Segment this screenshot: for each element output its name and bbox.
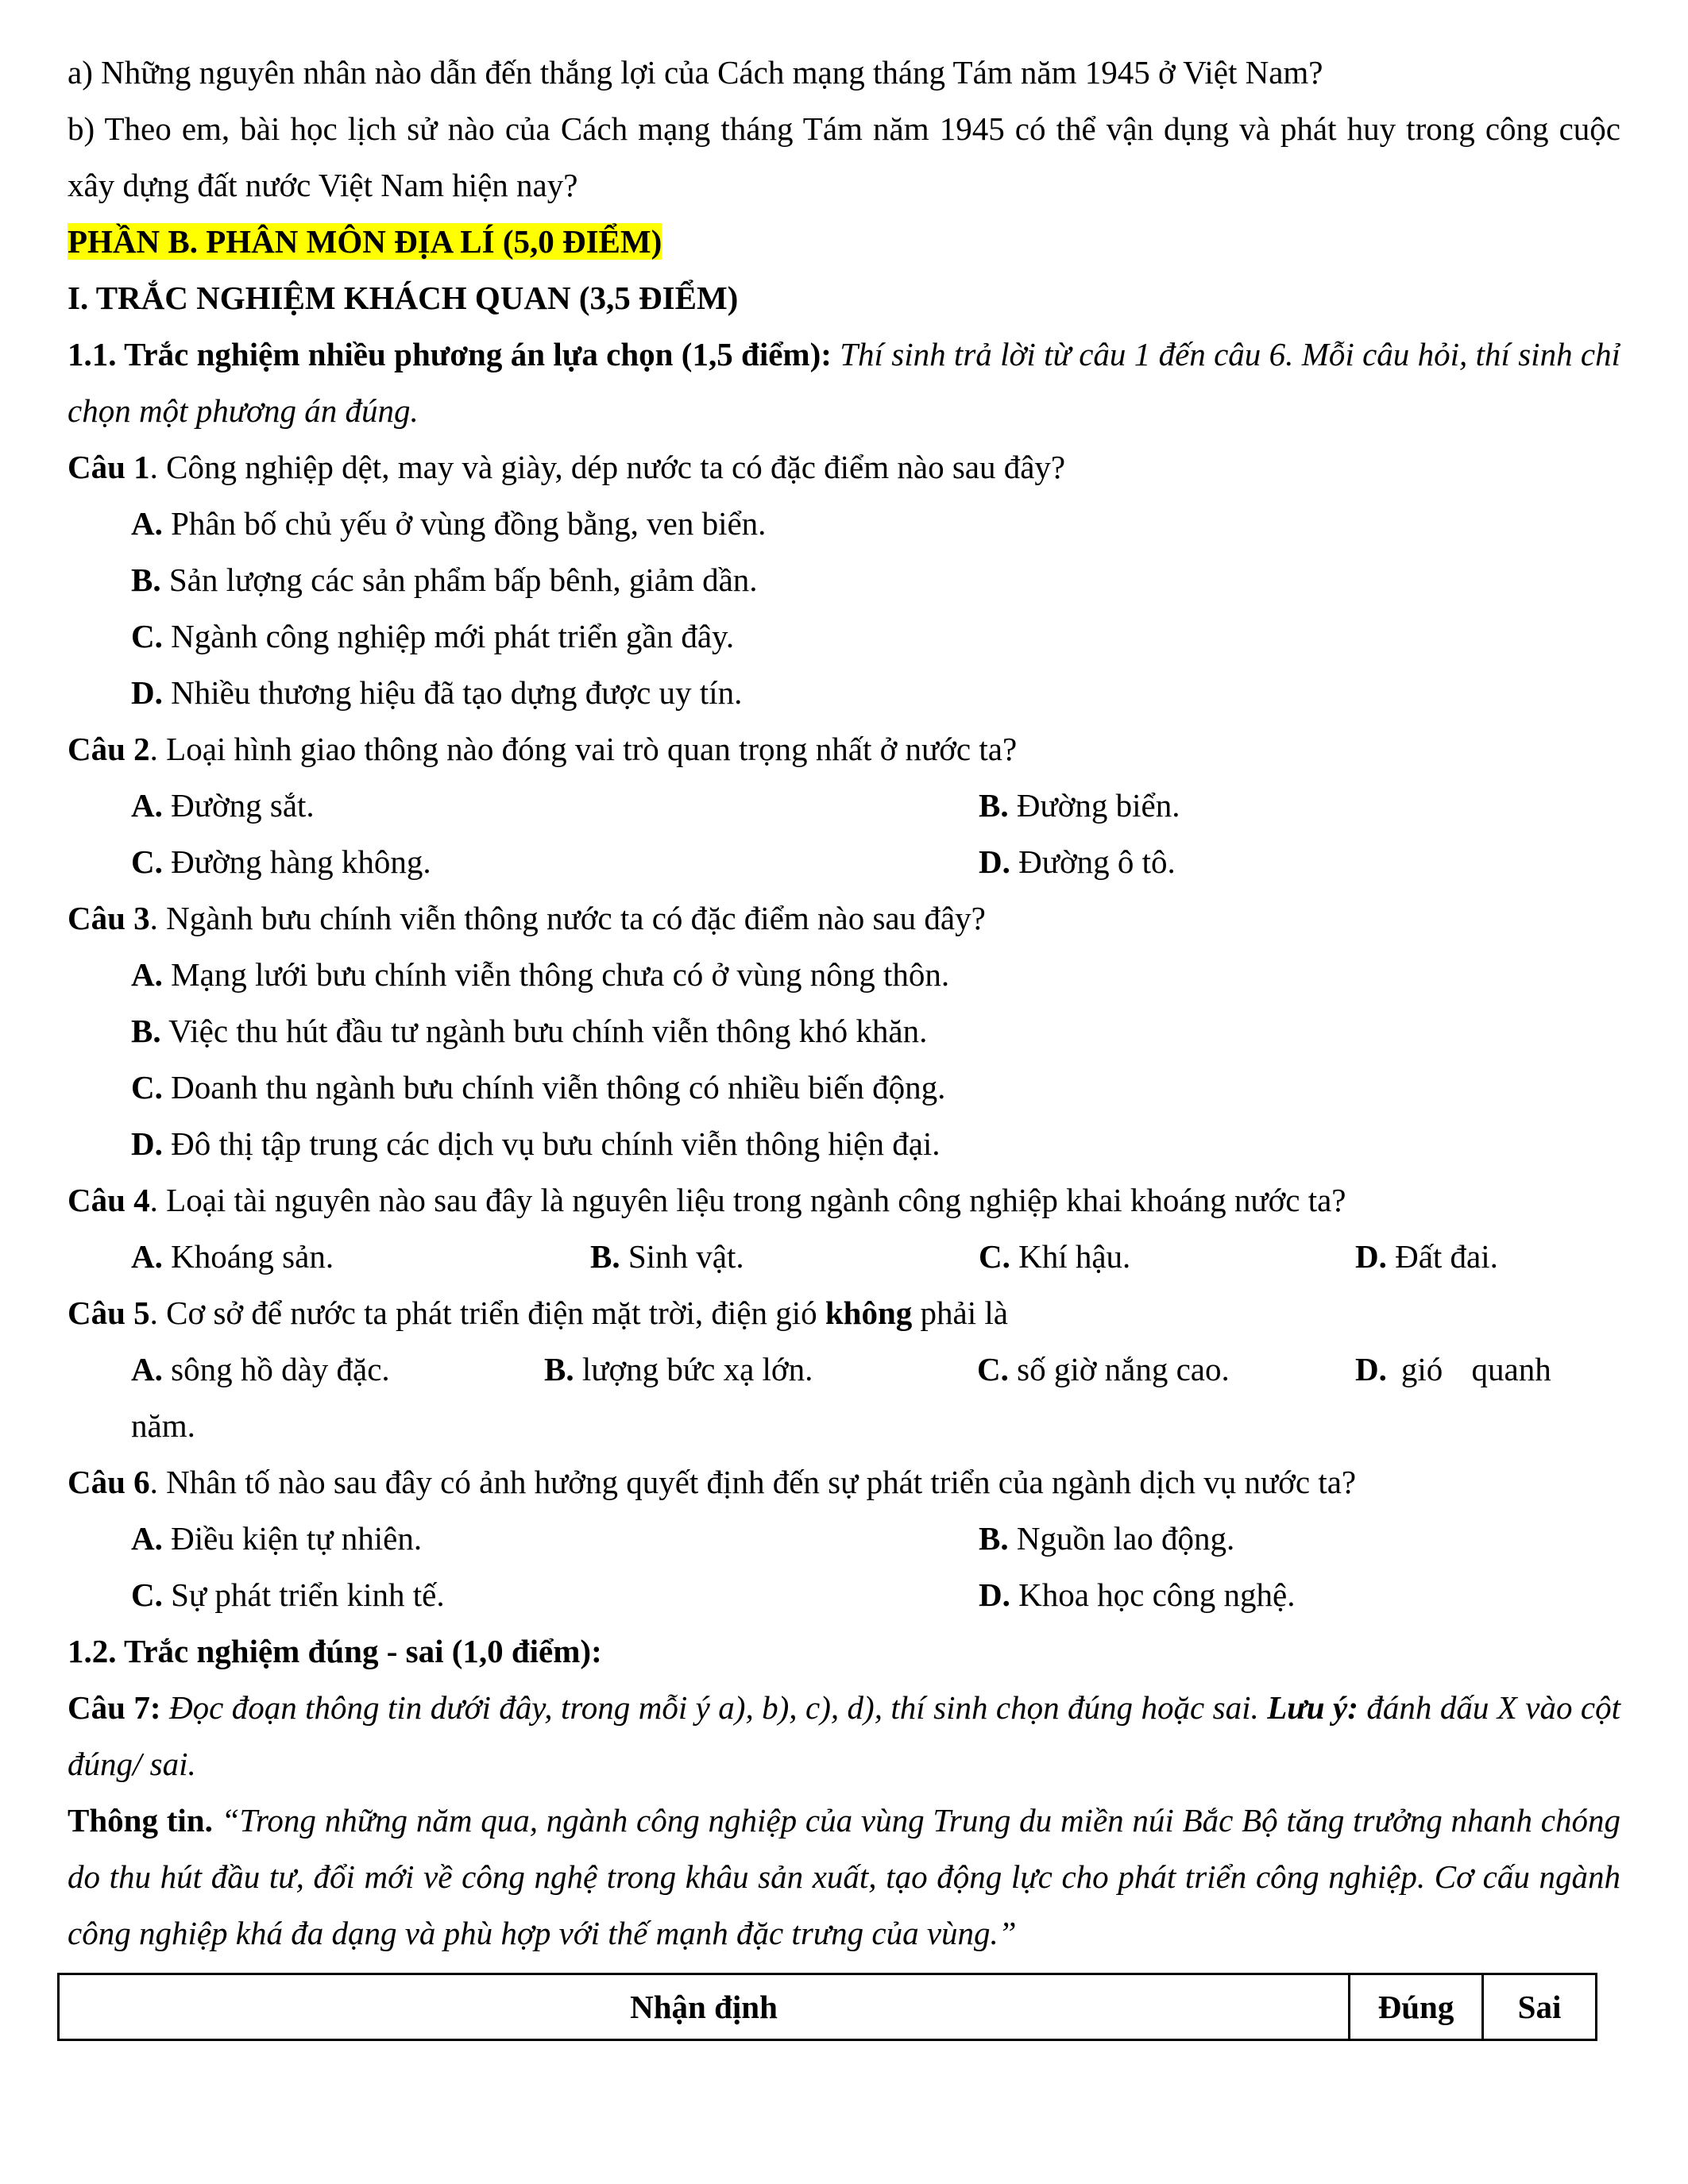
option-label: B. (544, 1351, 574, 1387)
option-text: Đường ô tô. (1018, 843, 1176, 880)
q3-option-b (131, 1003, 1620, 1059)
info-paragraph (68, 1792, 1620, 1962)
q2-options-row-2 (131, 834, 1620, 890)
option-label: D. (131, 1125, 163, 1162)
q7-instruction (68, 1680, 1620, 1792)
section-i-heading (68, 270, 1620, 326)
q2-option-a (131, 778, 979, 834)
q7-note-label: Lưu ý: (1267, 1689, 1358, 1726)
option-text: Sinh vật. (628, 1238, 744, 1275)
q5-text-bold: không (825, 1295, 913, 1331)
option-label: C. (979, 1238, 1010, 1275)
section-1-2-title: 1.2. Trắc nghiệm đúng - sai (1,0 điểm): (68, 1633, 602, 1669)
option-label: A. (131, 1351, 163, 1387)
option-label: A. (131, 1238, 163, 1275)
option-text: sông hồ dày đặc. (171, 1351, 390, 1387)
option-text: Đường biển. (1016, 787, 1180, 824)
q1-number: Câu 1 (68, 449, 150, 485)
q5-number: Câu 5 (68, 1295, 150, 1331)
option-label: D. (979, 843, 1010, 880)
q4-number: Câu 4 (68, 1182, 150, 1218)
q6-option-d (979, 1567, 1620, 1623)
table-header-false: Sai (1483, 1974, 1597, 2040)
q2-option-b (979, 778, 1620, 834)
option-text: Đường sắt. (171, 787, 315, 824)
q5-option-c (977, 1341, 1355, 1398)
q1-option-a (131, 496, 1620, 552)
q6-option-a (131, 1511, 979, 1567)
part-b-highlight: PHẦN B. PHÂN MÔN ĐỊA LÍ (5,0 ĐIỂM) (68, 223, 662, 260)
q5-option-d-continuation (131, 1398, 1620, 1454)
option-text: Khí hậu. (1018, 1238, 1131, 1275)
q6-question (68, 1454, 1620, 1511)
option-label: A. (131, 1520, 163, 1557)
option-text: Nhiều thương hiệu đã tạo dựng được uy tín. (171, 674, 743, 711)
q3-number: Câu 3 (68, 900, 150, 936)
option-text: Điều kiện tự nhiên. (171, 1520, 423, 1557)
option-text: Đất đai. (1395, 1238, 1498, 1275)
q6-number: Câu 6 (68, 1464, 150, 1500)
option-label: A. (131, 505, 163, 542)
q3-option-d (131, 1116, 1620, 1172)
info-label: Thông tin. (68, 1802, 213, 1839)
q2-options-row-1 (131, 778, 1620, 834)
q6-option-b (979, 1511, 1620, 1567)
true-false-table (57, 1973, 1597, 2041)
option-text: lượng bức xạ lớn. (581, 1351, 813, 1387)
option-text: số giờ nắng cao. (1017, 1351, 1230, 1387)
q2-number: Câu 2 (68, 731, 150, 767)
option-text: gió quanh (1400, 1351, 1551, 1387)
option-text: Khoáng sản. (171, 1238, 334, 1275)
option-text-continuation: năm. (131, 1407, 195, 1444)
option-text: Việc thu hút đầu tư ngành bưu chính viễn thông khó khăn. (168, 1013, 928, 1049)
q5-option-d (1355, 1341, 1620, 1398)
q4-option-c (979, 1229, 1355, 1285)
option-label: D. (1355, 1351, 1387, 1387)
option-label: C. (977, 1351, 1009, 1387)
q5-question (68, 1285, 1620, 1341)
option-label: B. (590, 1238, 620, 1275)
q4-option-d (1355, 1229, 1620, 1285)
q1-option-d (131, 665, 1620, 721)
option-label: B. (131, 1013, 161, 1049)
option-label: D. (131, 674, 163, 711)
option-label: C. (131, 1576, 163, 1613)
option-text: Đường hàng không. (171, 843, 431, 880)
history-question-a (68, 44, 1620, 101)
q6-text: . Nhân tố nào sau đây có ảnh hưởng quyết định đến sự phát triển của ngành dịch vụ nước ta? (149, 1464, 1357, 1500)
q5-option-b (544, 1341, 977, 1398)
q2-option-d (979, 834, 1620, 890)
q5-text-post: phải là (912, 1295, 1008, 1331)
q1-option-b (131, 552, 1620, 608)
q1-text: . Công nghiệp dệt, may và giày, dép nước ta có đặc điểm nào sau đây? (149, 449, 1066, 485)
q4-question (68, 1172, 1620, 1229)
q6-options-row-2 (131, 1567, 1620, 1623)
option-text: Sự phát triển kinh tế. (171, 1576, 445, 1613)
q1-question (68, 439, 1620, 496)
option-label: C. (131, 618, 163, 654)
q4-option-b (590, 1229, 979, 1285)
q1-option-c (131, 608, 1620, 665)
option-text: Mạng lưới bưu chính viễn thông chưa có ở vùng nông thôn. (171, 956, 950, 993)
section-1-1-instruction: Thí sinh trả lời từ câu 1 đến câu 6. Mỗi câu hỏi, thí sinh chỉ chọn một phương án đúng. (68, 336, 1620, 429)
q3-option-c (131, 1059, 1620, 1116)
option-label: C. (131, 843, 163, 880)
q5-option-a (131, 1341, 544, 1398)
option-text: Sản lượng các sản phẩm bấp bênh, giảm dần. (168, 561, 758, 598)
q6-option-c (131, 1567, 979, 1623)
option-label: C. (131, 1069, 163, 1106)
q2-option-c (131, 834, 979, 890)
q5-options-row (131, 1341, 1620, 1398)
option-label: A. (131, 956, 163, 993)
option-text: Khoa học công nghệ. (1018, 1576, 1296, 1613)
q5-text-pre: . Cơ sở để nước ta phát triển điện mặt trời, điện gió (149, 1295, 825, 1331)
option-text: Nguồn lao động. (1016, 1520, 1235, 1557)
q2-text: . Loại hình giao thông nào đóng vai trò quan trọng nhất ở nước ta? (149, 731, 1018, 767)
section-1-1-label: 1.1. Trắc nghiệm nhiều phương án lựa chọn (1,5 điểm): (68, 336, 832, 372)
q6-options-row-1 (131, 1511, 1620, 1567)
option-label: D. (1355, 1238, 1387, 1275)
part-b-heading (68, 214, 1620, 270)
option-label: A. (131, 787, 163, 824)
history-question-b-text: b) Theo em, bài học lịch sử nào của Cách mạng tháng Tám năm 1945 có thể vận dụng và phát huy trong công cuộc xây dựng đất nước Việt Nam hiện nay? (68, 110, 1620, 203)
section-i-title: I. TRẮC NGHIỆM KHÁCH QUAN (3,5 ĐIỂM) (68, 280, 739, 316)
q4-options-row (131, 1229, 1620, 1285)
q3-option-a (131, 947, 1620, 1003)
table-header-statement: Nhận định (59, 1974, 1350, 2040)
option-text: Ngành công nghiệp mới phát triển gần đây. (171, 618, 735, 654)
q4-text: . Loại tài nguyên nào sau đây là nguyên liệu trong ngành công nghiệp khai khoáng nước ta? (149, 1182, 1346, 1218)
option-label: D. (979, 1576, 1010, 1613)
section-1-2-heading (68, 1623, 1620, 1680)
section-1-1-heading (68, 326, 1620, 439)
q7-instruction-text: Đọc đoạn thông tin dưới đây, trong mỗi ý a), b), c), d), thí sinh chọn đúng hoặc sai. (160, 1689, 1268, 1726)
true-false-table-header-row (59, 1974, 1597, 2040)
info-quote: “Trong những năm qua, ngành công nghiệp của vùng Trung du miền núi Bắc Bộ tăng trưởng nhanh chóng do thu hút đầu tư, đổi mới về công nghệ trong khâu sản xuất, tạo động lực cho phát triển công nghiệp. Cơ cấu ngành công nghiệp khá đa dạng và phù hợp với thế mạnh đặc trưng của vùng.” (68, 1802, 1620, 1951)
option-text: Phân bố chủ yếu ở vùng đồng bằng, ven biển. (171, 505, 767, 542)
history-question-a-text: a) Những nguyên nhân nào dẫn đến thắng lợi của Cách mạng tháng Tám năm 1945 ở Việt Nam? (68, 54, 1323, 91)
option-label: B. (979, 1520, 1009, 1557)
option-text: Đô thị tập trung các dịch vụ bưu chính viễn thông hiện đại. (171, 1125, 941, 1162)
q2-question (68, 721, 1620, 778)
option-text: Doanh thu ngành bưu chính viễn thông có nhiều biến động. (171, 1069, 946, 1106)
q4-option-a (131, 1229, 590, 1285)
q7-note-text: đánh dấu X vào cột đúng/ sai. (68, 1689, 1620, 1782)
table-header-true: Đúng (1350, 1974, 1483, 2040)
q3-question (68, 890, 1620, 947)
option-label: B. (131, 561, 161, 598)
option-label: B. (979, 787, 1009, 824)
q3-text: . Ngành bưu chính viễn thông nước ta có đặc điểm nào sau đây? (149, 900, 986, 936)
history-question-b (68, 101, 1620, 214)
q7-number: Câu 7: (68, 1689, 161, 1726)
